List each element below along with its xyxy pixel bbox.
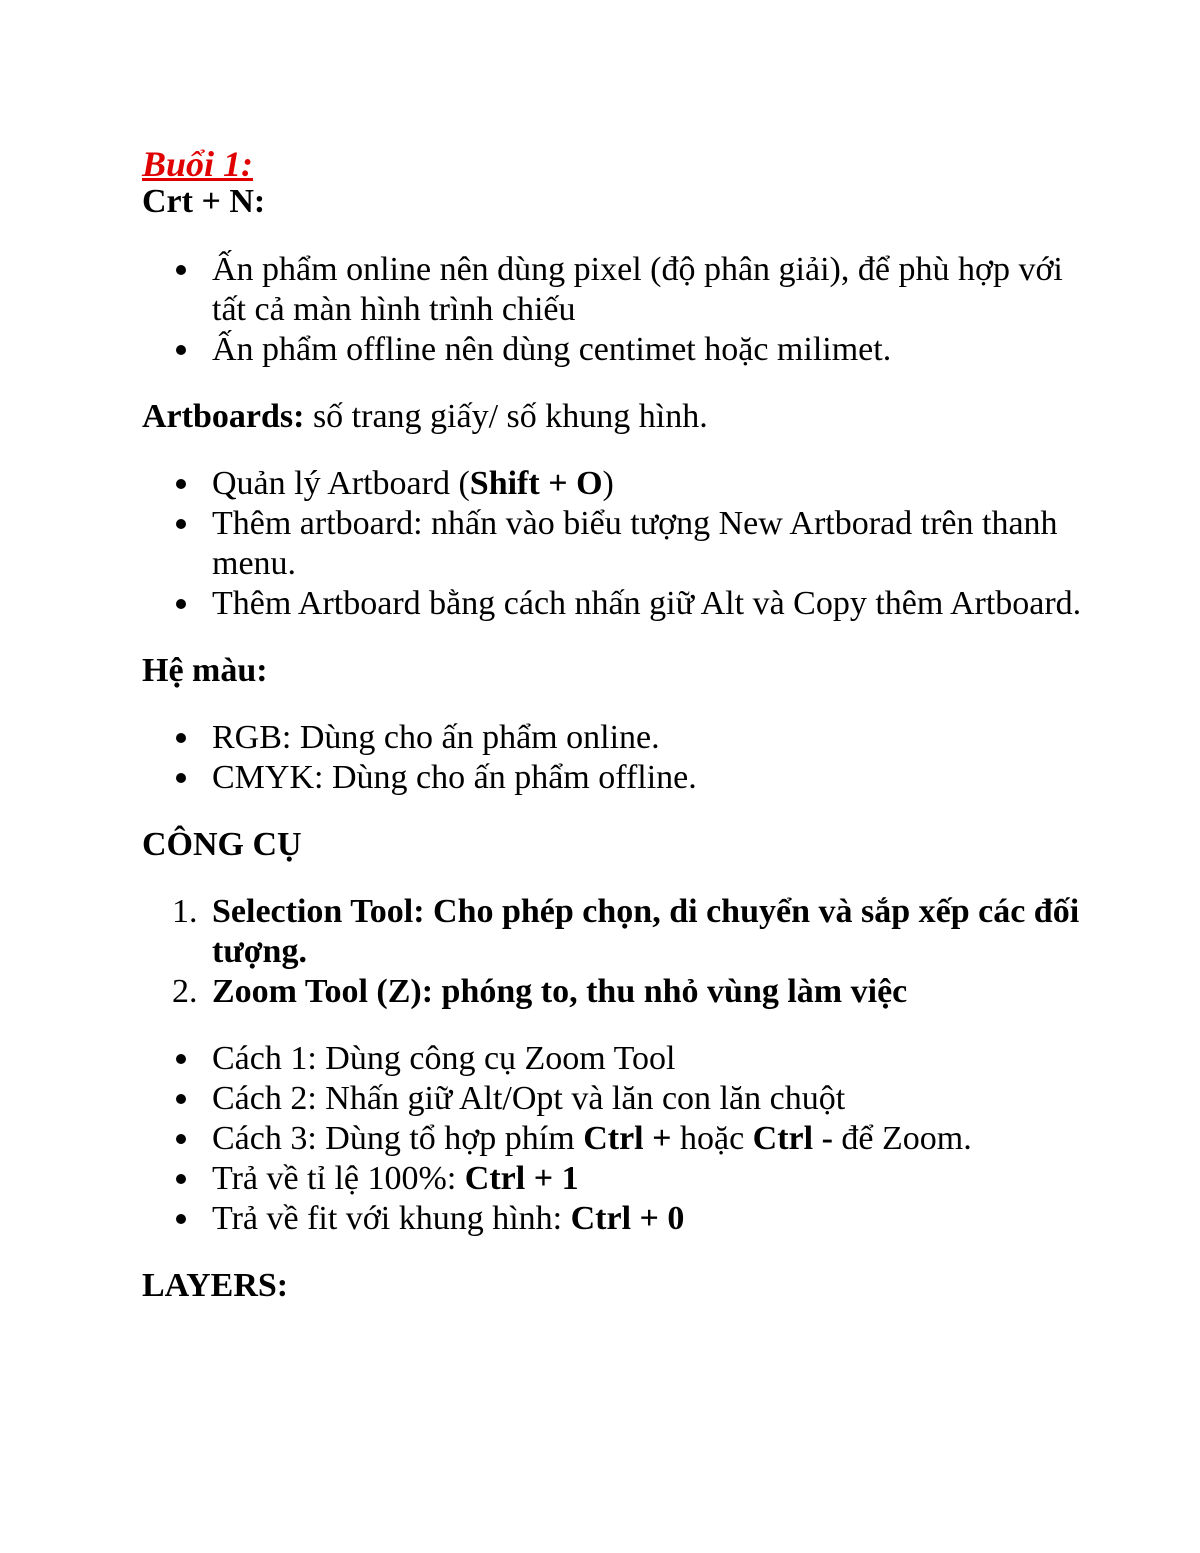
bullet-icon [176, 773, 186, 783]
list-item: Trả về fit với khung hình: Ctrl + 0 [142, 1199, 1102, 1239]
numbered-item: 1. Selection Tool: Cho phép chọn, di chuyển và sắp xếp các đối tượng. [172, 893, 1080, 970]
bullet-icon [176, 519, 186, 529]
bullet-icon [176, 1174, 186, 1184]
list-item: Quản lý Artboard (Shift + O) [142, 464, 1102, 504]
zoom-list [142, 1039, 1102, 1239]
list-item: Cách 3: Dùng tổ hợp phím Ctrl + hoặc Ctrl - để Zoom. [142, 1119, 1102, 1159]
bullet-icon [176, 345, 186, 355]
list-item: Cách 2: Nhấn giữ Alt/Opt và lăn con lăn chuột [142, 1079, 1102, 1119]
color-mode-heading: Hệ màu: [142, 652, 268, 689]
tools-numbered-list [142, 892, 1102, 1012]
numbered-item: 2. Zoom Tool (Z): phóng to, thu nhỏ vùng làm việc [172, 973, 908, 1010]
bullet-icon [176, 733, 186, 743]
bullet-icon [176, 1134, 186, 1144]
bullet-icon [176, 599, 186, 609]
list-item: Cách 1: Dùng công cụ Zoom Tool [142, 1039, 1102, 1079]
list-item: Trả về tỉ lệ 100%: Ctrl + 1 [142, 1159, 1102, 1199]
bullet-icon [176, 479, 186, 489]
session-title: Buổi 1: [142, 144, 254, 184]
document-page [142, 138, 1102, 1306]
bullet-icon [176, 265, 186, 275]
list-item: RGB: Dùng cho ấn phẩm online. [142, 718, 1102, 758]
list-item: Ấn phẩm offline nên dùng centimet hoặc milimet. [142, 330, 1102, 370]
list-item: Thêm Artboard bằng cách nhấn giữ Alt và Copy thêm Artboard. [142, 584, 1102, 624]
bullet-icon [176, 1054, 186, 1064]
artboards-paragraph: Artboards: số trang giấy/ số khung hình. [142, 398, 708, 435]
list-item: Ấn phẩm online nên dùng pixel (độ phân giải), để phù hợp với tất cả màn hình trình chiếu [142, 250, 1102, 330]
tools-heading: CÔNG CỤ [142, 826, 302, 863]
shortcut-heading: Crt + N: [142, 183, 266, 220]
list-item: CMYK: Dùng cho ấn phẩm offline. [142, 758, 1102, 798]
unit-list [142, 250, 1102, 370]
bullet-icon [176, 1094, 186, 1104]
layers-heading: LAYERS: [142, 1267, 289, 1304]
artboard-list [142, 464, 1102, 624]
bullet-icon [176, 1214, 186, 1224]
list-item: Thêm artboard: nhấn vào biểu tượng New Artborad trên thanh menu. [142, 504, 1102, 584]
color-mode-list [142, 718, 1102, 798]
